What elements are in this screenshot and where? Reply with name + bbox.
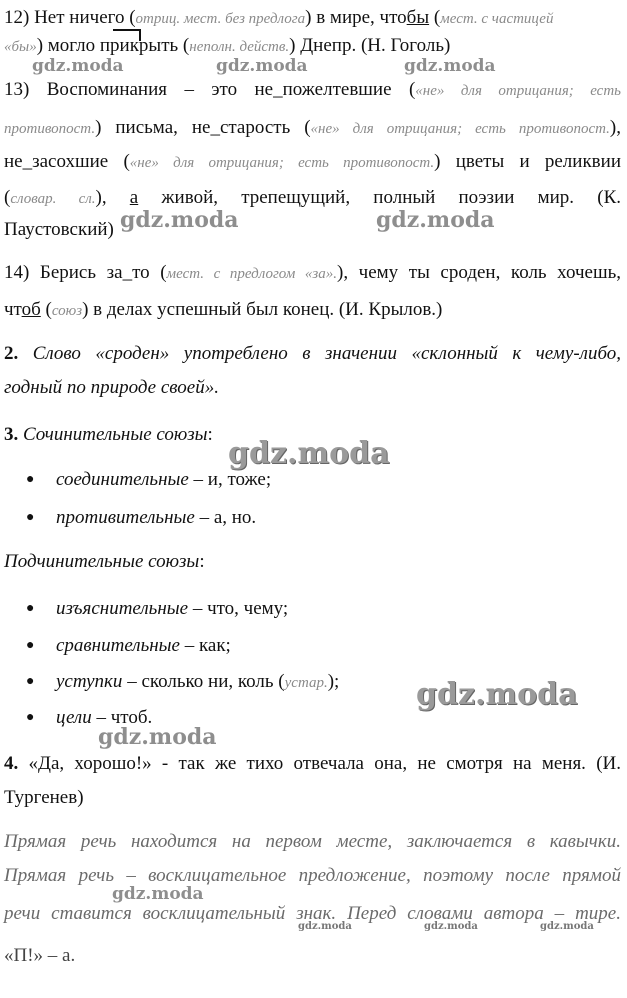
task3-coord-heading: 3. Сочинительные союзы: — [4, 424, 213, 445]
task4-explanation-3: речи ставится восклицательный знак. Перед словами автора – тире. — [4, 903, 621, 924]
watermark: gdz.moda — [32, 56, 124, 76]
list-item-sub-1: изъяснительные – что, чему; — [56, 598, 289, 619]
ex13-line-1: 13) Воспоминания – это не_пожелтевшие («не» для отрицания; есть — [4, 79, 621, 100]
ex13-line-4: (словар. сл.), а живой, трепещущий, полный поэзии мир. (К. — [4, 187, 621, 208]
watermark: gdz.moda — [298, 921, 352, 932]
task4-scheme: «П!» – а. — [4, 945, 76, 966]
watermark: gdz.moda — [216, 56, 308, 76]
task2-line-2: годный по природе своей». — [4, 377, 219, 398]
list-item-sub-2: сравнительные – как; — [56, 635, 231, 656]
watermark: gdz.moda — [98, 724, 217, 750]
ex14-line-1: 14) Берись за_то (мест. с предлогом «за».), чему ты сроден, коль хочешь, — [4, 262, 622, 283]
bullet-icon: ● — [26, 638, 35, 653]
ex12-line-1: 12) Нет ничего (отриц. мест. без предлога) в мире, чтобы (мест. с частицей — [4, 7, 554, 28]
list-item-coord-1: соединительные – и, тоже; — [56, 469, 272, 490]
bullet-icon: ● — [26, 472, 35, 487]
list-item-sub-3: уступки – сколько ни, коль (устар.); — [56, 671, 340, 692]
ex13-line-5: Паустовский) — [4, 219, 114, 240]
task4-explanation-2: Прямая речь – восклицательное предложение, поэтому после прямой — [4, 865, 621, 886]
watermark: gdz.moda — [112, 884, 204, 904]
ex13-line-3: не_засохшие («не» для отрицания; есть противопост.) цветы и реликвии — [4, 151, 621, 172]
list-item-sub-4: цели – чтоб. — [56, 707, 153, 728]
task4-explanation-1: Прямая речь находится на первом месте, заключается в кавычки. — [4, 831, 621, 852]
watermark: gdz.moda — [228, 436, 390, 471]
bullet-icon: ● — [26, 710, 35, 725]
watermark: gdz.moda — [416, 677, 578, 712]
watermark: gdz.moda — [540, 921, 594, 932]
ex12-line-2: «бы») могло прикрыть (неполн. действ.) Днепр. (Н. Гоголь) — [4, 35, 451, 56]
task4-line-1: 4. «Да, хорошо!» - так же тихо отвечала она, не смотря на меня. (И. — [4, 753, 621, 774]
task3-sub-heading: Подчинительные союзы: — [4, 551, 205, 572]
watermark: gdz.moda — [376, 207, 495, 233]
ex13-line-2: противопост.) письма, не_старость («не» для отрицания; есть противопост.), — [4, 117, 621, 138]
task4-line-2: Тургенев) — [4, 787, 84, 808]
watermark: gdz.moda — [404, 56, 496, 76]
ex14-line-2: чтоб (союз) в делах успешный был конец. (И. Крылов.) — [4, 299, 443, 320]
bullet-icon: ● — [26, 601, 35, 616]
watermark: gdz.moda — [120, 207, 239, 233]
bullet-icon: ● — [26, 674, 35, 689]
prefix-arc-mark — [113, 29, 141, 41]
bullet-icon: ● — [26, 510, 35, 525]
task2-line-1: 2. Слово «сроден» употреблено в значении «склонный к чему-либо, — [4, 343, 621, 364]
watermark: gdz.moda — [424, 921, 478, 932]
list-item-coord-2: противительные – а, но. — [56, 507, 257, 528]
